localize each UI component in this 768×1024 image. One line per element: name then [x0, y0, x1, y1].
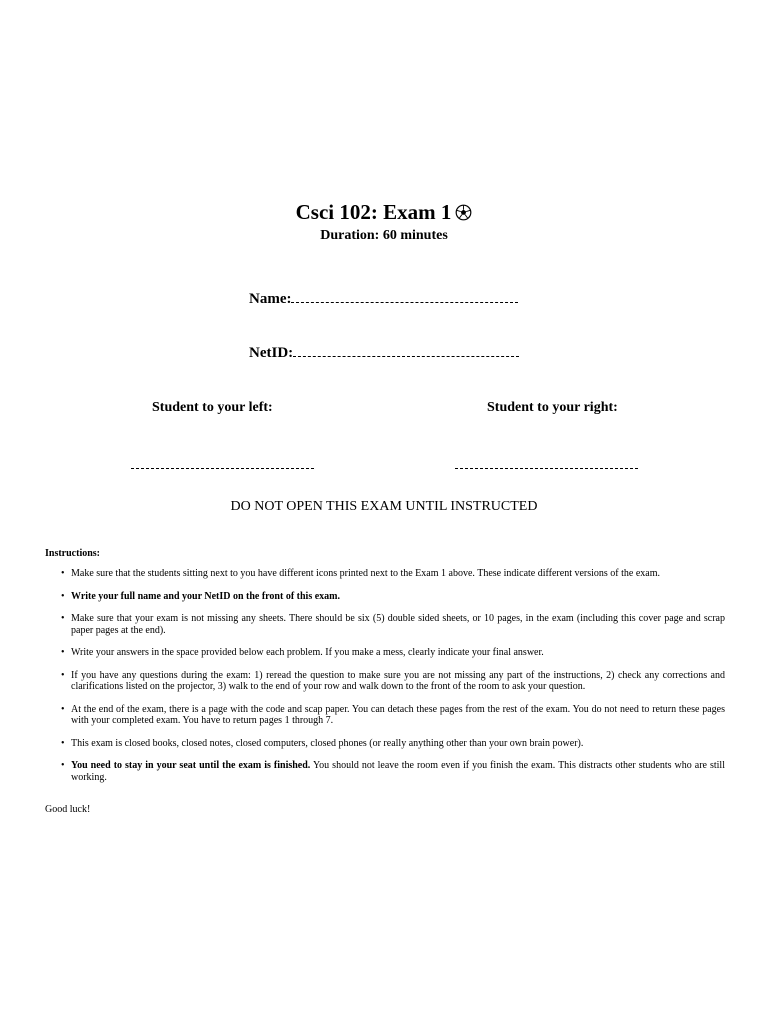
instruction-item: • You need to stay in your seat until the exam is finished. You should not leave the room even if you finish the exam. This distracts other students who are still working. [45, 760, 725, 783]
instruction-item: • At the end of the exam, there is a page with the code and scap paper. You can detach these pages from the rest of the exam. You do not need to return these pages with your completed exam. You have to return pages 1 through 7. [45, 704, 725, 727]
name-blank-line [291, 290, 518, 303]
netid-field [249, 344, 519, 362]
name-label: Name: [249, 291, 292, 307]
good-luck-text: Good luck! [45, 804, 91, 815]
name-field [249, 290, 518, 308]
right-neighbor-label: Student to your right: [487, 400, 618, 415]
left-neighbor-label: Student to your left: [152, 400, 273, 415]
instruction-item: • Make sure that the students sitting next to you have different icons printed next to the Exam 1 above. These indicate different versions of the exam. [45, 568, 725, 580]
exam-duration: Duration: 60 minutes [320, 228, 448, 243]
right-neighbor-blank-line [455, 462, 638, 469]
instruction-item: • If you have any questions during the exam: 1) reread the question to make sure you are not missing any part of the instructions, 2) check any corrections and clarifications listed on the projector, 3) walk to the end of your row and walk down to the front of the room to ask your question. [45, 670, 725, 693]
instruction-item: • Write your full name and your NetID on the front of this exam. [45, 591, 725, 603]
instructions-heading: Instructions: [45, 548, 101, 559]
left-neighbor-blank-line [131, 462, 314, 469]
netid-blank-line [293, 344, 519, 357]
do-not-open-warning: DO NOT OPEN THIS EXAM UNTIL INSTRUCTED [230, 499, 538, 514]
soccer-ball-icon [455, 200, 472, 228]
exam-title-text: Csci 102: Exam 1 [295, 200, 452, 224]
instruction-item: • Write your answers in the space provided below each problem. If you make a mess, clearly indicate your final answer. [45, 647, 725, 659]
instructions-list [45, 568, 725, 794]
instruction-item: • Make sure that your exam is not missing any sheets. There should be six (5) double sided sheets, or 10 pages, in the exam (including this cover page and scrap paper pages at the end). [45, 613, 725, 636]
exam-title [0, 198, 768, 228]
netid-label: NetID: [249, 345, 294, 361]
instruction-item: • This exam is closed books, closed notes, closed computers, closed phones (or really anything other than your own brain power). [45, 738, 725, 750]
